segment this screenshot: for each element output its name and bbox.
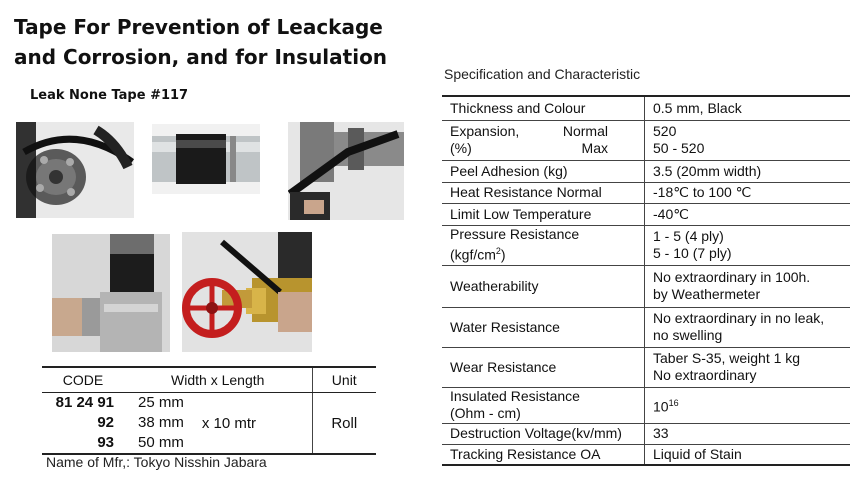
spec-row bbox=[442, 225, 850, 265]
code-value: 92 bbox=[97, 414, 114, 431]
spec-value bbox=[645, 225, 851, 265]
spec-row bbox=[442, 423, 850, 444]
spec-row bbox=[442, 96, 850, 120]
spec-label: Wear Resistance bbox=[442, 347, 645, 387]
spec-row bbox=[442, 347, 850, 387]
spec-label-part: $(kgf/cm^2)$ bbox=[450, 246, 506, 263]
spec-sub-label: Normal bbox=[562, 123, 608, 139]
spec-value: 33 bbox=[645, 423, 851, 444]
code-list bbox=[42, 393, 124, 455]
spec-label: Heat Resistance Normal bbox=[442, 182, 645, 203]
spec-value-part: 50 - 520 bbox=[653, 140, 705, 156]
width-value: 38 mm bbox=[138, 414, 184, 431]
spec-title: Specification and Characteristic bbox=[444, 66, 641, 82]
spec-value: 0.5 mm, Black bbox=[645, 96, 851, 120]
spec-value bbox=[645, 265, 851, 307]
spec-value: -18℃ to 100 ℃ bbox=[645, 182, 851, 203]
spec-value-part: no swelling bbox=[653, 327, 723, 343]
width-list bbox=[124, 393, 184, 453]
code-value: 93 bbox=[97, 434, 114, 451]
spec-row bbox=[442, 387, 850, 423]
spec-label: Limit Low Temperature bbox=[442, 203, 645, 225]
unit-value: Roll bbox=[312, 393, 376, 455]
spec-value: Liquid of Stain bbox=[645, 444, 851, 465]
code-value: 81 24 91 bbox=[55, 394, 114, 411]
spec-value: $10^{16}$ bbox=[645, 387, 851, 423]
spec-value-part: by Weathermeter bbox=[653, 286, 761, 302]
spec-value-part: No extraordinary in no leak, bbox=[653, 310, 825, 326]
spec-label bbox=[442, 225, 645, 265]
spec-row bbox=[442, 160, 850, 182]
page-title: Tape For Prevention of Leackage and Corrosion, and for Insulation bbox=[14, 15, 388, 69]
photo-pipe-tape bbox=[152, 124, 260, 194]
spec-value-part: 5 - 10 (7 ply) bbox=[653, 245, 732, 261]
spec-label-part: (Ohm - cm) bbox=[450, 405, 521, 421]
spec-label bbox=[442, 387, 645, 423]
spec-value bbox=[645, 307, 851, 347]
spec-value-part: Taber S-35, weight 1 kg bbox=[653, 350, 801, 366]
spec-value: -40℃ bbox=[645, 203, 851, 225]
unit-column-header: Unit bbox=[312, 367, 376, 393]
spec-label: Tracking Resistance OA bbox=[442, 444, 645, 465]
spec-value bbox=[645, 120, 851, 160]
spec-row bbox=[442, 444, 850, 465]
code-column-header: CODE bbox=[42, 367, 124, 393]
manufacturer-note: Name of Mfr,: Tokyo Nisshin Jabara bbox=[46, 454, 267, 470]
spec-label: Thickness and Colour bbox=[442, 96, 645, 120]
spec-label-part: (%) bbox=[450, 140, 472, 156]
spec-label bbox=[442, 120, 645, 160]
spec-label: Water Resistance bbox=[442, 307, 645, 347]
spec-row bbox=[442, 265, 850, 307]
spec-value: 3.5 (20mm width) bbox=[645, 160, 851, 182]
width-value: 25 mm bbox=[138, 394, 184, 411]
spec-value-part: 1 - 5 (4 ply) bbox=[653, 228, 724, 244]
spec-table bbox=[442, 95, 850, 466]
photo-pipe-elbow bbox=[288, 122, 404, 220]
spec-value-part: 520 bbox=[653, 123, 677, 139]
code-table bbox=[42, 366, 376, 455]
spec-value-part: No extraordinary bbox=[653, 367, 757, 383]
spec-row bbox=[442, 120, 850, 160]
spec-row bbox=[442, 203, 850, 225]
spec-label-part: Pressure Resistance bbox=[450, 226, 580, 243]
size-column-header: Width x Length bbox=[124, 367, 312, 393]
size-cell bbox=[124, 393, 312, 455]
photo-flange-wrap bbox=[16, 122, 134, 218]
spec-label: Weatherability bbox=[442, 265, 645, 307]
spec-row bbox=[442, 182, 850, 203]
spec-value bbox=[645, 347, 851, 387]
spec-label-part: Insulated Resistance bbox=[450, 388, 580, 404]
spec-row bbox=[442, 307, 850, 347]
spec-label: Destruction Voltage(kv/mm) bbox=[442, 423, 645, 444]
length-value: x 10 mtr bbox=[201, 414, 257, 432]
photo-red-valve bbox=[182, 232, 312, 352]
spec-sub-label: Max bbox=[581, 140, 608, 156]
spec-value-part: No extraordinary in 100h. bbox=[653, 269, 811, 285]
spec-label-part: Expansion, bbox=[450, 123, 520, 139]
product-name: Leak None Tape #117 bbox=[30, 88, 189, 103]
spec-label: Peel Adhesion (kg) bbox=[442, 160, 645, 182]
width-value: 50 mm bbox=[138, 434, 184, 451]
photo-pipe-tee bbox=[52, 234, 170, 352]
